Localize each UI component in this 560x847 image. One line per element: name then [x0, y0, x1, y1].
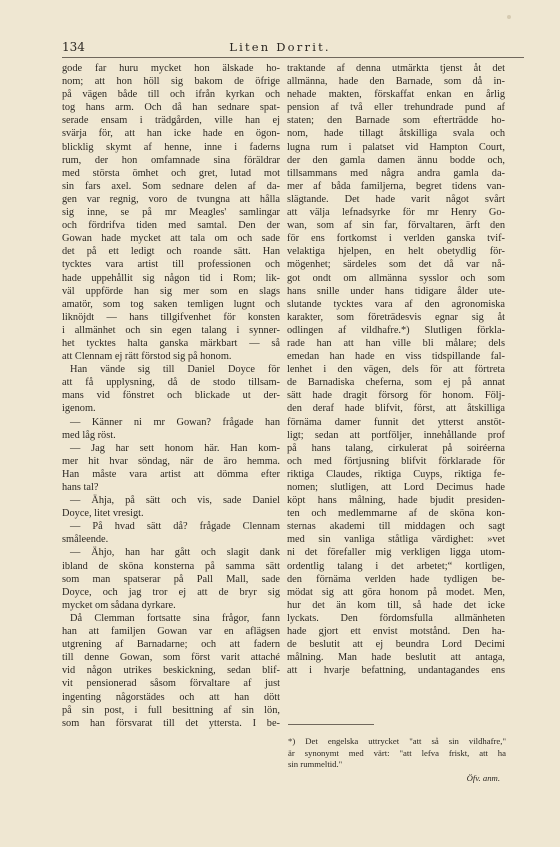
text-line: småleende. [62, 534, 109, 546]
text-line: med låg röst. [62, 429, 116, 441]
text-line: sätt hade dragit försorg för honom. Följ- [287, 390, 505, 402]
text-line: med största ömhet och gret, lutad mot [62, 167, 280, 179]
text-line: nom, hade tillagt åtskilliga svala och [287, 128, 505, 140]
text-line: emedan han hade en viss tidspillande fal- [287, 351, 505, 363]
text-line: köpt hans målning, hade bjudit presiden- [287, 495, 505, 507]
text-line: vid någon utrikes beskickning, sedan blif- [62, 665, 280, 677]
text-line: — På hvad sätt då? frågade Clennam [70, 521, 280, 533]
text-line: i allmänhet och sin egen talang i synner- [62, 324, 280, 336]
text-line: het tycktes halta ganska märkbart — så [62, 337, 280, 349]
text-line: got ondt om allmänna sysslor och som [287, 272, 505, 284]
text-line: sig inne, se på mr Meagles' samlingar [62, 207, 280, 219]
text-line: gen var regnig, voro de tvungna att hålla [62, 193, 280, 205]
text-line: att välja lefnadsyrke för mr Henry Go- [287, 207, 505, 219]
text-line: tog hans arm. Och då han sednare spat- [62, 102, 280, 114]
text-line: odlingen af vildhafre.*) Slutligen förkla- [287, 324, 505, 336]
text-line: nehade makten, förskaffat enkan en årlig [287, 89, 505, 101]
text-line: ten och medlemmarne af de sköna kon- [287, 508, 505, 520]
page-number: 134 [62, 40, 85, 54]
text-line: der den gamla damen ännu bodde och, [287, 154, 505, 166]
text-line: staten; den Barnade som efterträdde ho- [287, 115, 505, 127]
text-line: blicklig skymt af henne, inne i faderns [62, 141, 280, 153]
text-line: gode far huru mycket hon älskade ho- [62, 63, 280, 74]
text-line: som han försvarat till det yttersta. I be- [62, 717, 280, 729]
text-line: wan, som af sin far, förvaltaren, ärft den [287, 220, 505, 232]
footnote-rule [288, 724, 374, 725]
footnote-signature: Öfv. anm. [466, 772, 500, 783]
text-line: lenhet i den vägen, dels för att förtreta [287, 364, 505, 376]
text-line: hade gjort ett envist motstånd. Den ha- [287, 626, 505, 638]
text-line: nom; att hon höll sig bakom de öfrige [62, 76, 280, 88]
text-line: målning. Man hade beslutit att antaga, [287, 652, 505, 664]
text-line: traktande af denna utmärkta tjenst åt det [287, 63, 505, 74]
text-line: väl uppförde han sig mer som en slags [62, 285, 280, 297]
text-line: Han måste vara artist att dömma efter [62, 468, 280, 480]
text-line: slägtande. Det hade varit något svårt [287, 193, 505, 205]
text-line: slutande tycktes vara af den agronomiska [287, 298, 505, 310]
text-line: mer af båda familjerna, begret tidens van- [287, 180, 505, 192]
text-line: — Ähjo, han har gått och slagit dank [70, 547, 280, 559]
text-line: svärja för, att han icke hade en ögon- [62, 128, 280, 140]
text-line: mycket om sådana dyrkare. [62, 599, 176, 611]
text-line: för ens fortkomst i verlden ganska tvif- [287, 233, 505, 245]
text-line: att få upplysning, då de stodo tillsam- [62, 377, 280, 389]
text-line: utgrening af Barnadarne; och att fadern [62, 639, 280, 651]
text-line: — Jag har sett honom här. Han kom- [70, 442, 280, 454]
text-line: amatör, som tog saken temligen lugnt och [62, 298, 280, 310]
text-line: lugna rum i palatset vid Hampton Court, [287, 141, 505, 153]
text-line: — Ähja, på sätt och vis, sade Daniel [70, 495, 280, 507]
text-line: sin fars axel. Som sednare delen af da- [62, 180, 280, 192]
text-line: allmänna, hade den Barnade, som då in- [287, 76, 505, 88]
text-line: — Känner ni mr Gowan? frågade han [70, 416, 280, 428]
text-line: ni det förefaller mig verkligen ligga utom- [287, 547, 505, 559]
footnote-line: *) Det engelska uttrycket "att så sin vildhafre," [288, 736, 506, 746]
text-line: rade han att han ville bli målare; dels [287, 337, 505, 349]
text-line: Gowan hade mycket att tala om och sade [62, 233, 280, 245]
text-line: att i hvarje befattning, undantagandes ens [287, 665, 505, 677]
text-line: på vägen både till och ifrån kyrkan och [62, 89, 280, 101]
text-line: mans vid fönstret och blickade ut der- [62, 390, 280, 402]
text-line: de Barnadiska cheferna, som ej på annat [287, 377, 505, 389]
text-line: det på ett ledigt och roande sätt. Han [62, 246, 280, 258]
text-line: karakter, som företrädesvis egnar sig åt [287, 311, 505, 323]
text-line: han att familjen Gowan var en aflägsen [62, 626, 280, 638]
text-line: vit pensionerad såsom förvaltare af just [62, 678, 280, 690]
text-line: den förnäma verlden hade tydligen be- [287, 573, 505, 585]
footnote-line: sin rummeltid." [288, 759, 343, 769]
text-line: hade uppehållit sig någon tid i Rom; lik- [62, 272, 280, 284]
text-line: igenom. [62, 403, 96, 415]
text-line: ligt; sedan att portföljer, innehållande prof [287, 429, 505, 441]
running-title: Liten Dorrit. [229, 40, 331, 54]
text-line: att Clennam ej rätt förstod sig på honom. [62, 351, 232, 363]
text-line: och fördrifva tiden med samtal. Den der [62, 220, 280, 232]
text-line: nomen; slutligen, att Lord Decimus hade [287, 482, 505, 493]
header-rule [62, 57, 524, 58]
right-column [287, 62, 505, 677]
text-line: Doyce, och jag tror ej att de bryr sig [62, 586, 280, 598]
text-line: Doyce, litet vresigt. [62, 508, 144, 520]
left-column [62, 62, 280, 730]
text-line: de beslutit att ej beundra Lord Decimi [287, 639, 505, 651]
text-line: förnäma damer funnit det ytterst anstöt- [287, 416, 505, 428]
text-line: som man spatserar på Pall Mall, sade [62, 573, 280, 585]
text-line: ordentlig talang i det arbetet;“ kortligen, [287, 560, 505, 572]
footnote-line: är synonymt med värt: "att lefva friskt, att ha [288, 747, 506, 758]
text-line: Då Clemman fortsatte sina frågor, fann [70, 612, 280, 624]
text-line: med sin vanliga ståtliga värdighet: »vet [287, 534, 505, 546]
text-line: velaktiga hjelpen, en helt obetydlig för- [287, 246, 505, 258]
text-line: och med förtjusning blifvit förklarade för [287, 455, 505, 467]
text-line: på hans talang, cirkulerat på soiréerna [287, 442, 505, 454]
text-line: mögenhet; särdeles som det då var nå- [287, 259, 505, 271]
text-line: pension af två eller trehundrade pund af [287, 102, 505, 114]
text-line: Han vände sig till Daniel Doyce för [70, 364, 280, 376]
footnote [288, 736, 506, 784]
text-line: riktiga Claudes, riktiga Cuyps, riktiga fe- [287, 468, 505, 480]
text-line: på sin post, i full besittning af sin lön, [62, 704, 280, 716]
text-line: liknöjdt — hans tillgifvenhet för konsten [62, 311, 280, 323]
text-line: hans tal? [62, 482, 99, 493]
paper-speck [507, 15, 511, 19]
text-line: lyckats. Den fördomsfulla allmänheten [287, 612, 505, 624]
text-line: mödat sig att göra honom på modet. Men, [287, 586, 505, 598]
text-line: ingenting någorstädes och att han dött [62, 691, 280, 703]
text-line: tycktes vara artist till professionen och [62, 259, 280, 271]
text-line: till denne Gowan, som först varit attaché [62, 652, 280, 664]
text-line: sternas akademi till middagen och sagt [287, 521, 505, 533]
text-line: rum, der hon omfamnade sina föräldrar [62, 154, 280, 166]
text-line: tillsammans med några andra gamla da- [287, 167, 505, 179]
text-line: hur det än kom till, så hade det icke [287, 599, 505, 611]
text-line: mer hit hvar söndag, när de äro hemma. [62, 455, 280, 467]
text-line: ibland de sköna konsterna på samma sätt [62, 560, 280, 572]
text-line: hans snille under hans tidigare ålder ute- [287, 285, 505, 297]
text-line: den deraf hade blifvit, först, att åtskilliga [287, 403, 505, 415]
text-line: serade ensam i trädgården, ville han ej [62, 115, 280, 127]
